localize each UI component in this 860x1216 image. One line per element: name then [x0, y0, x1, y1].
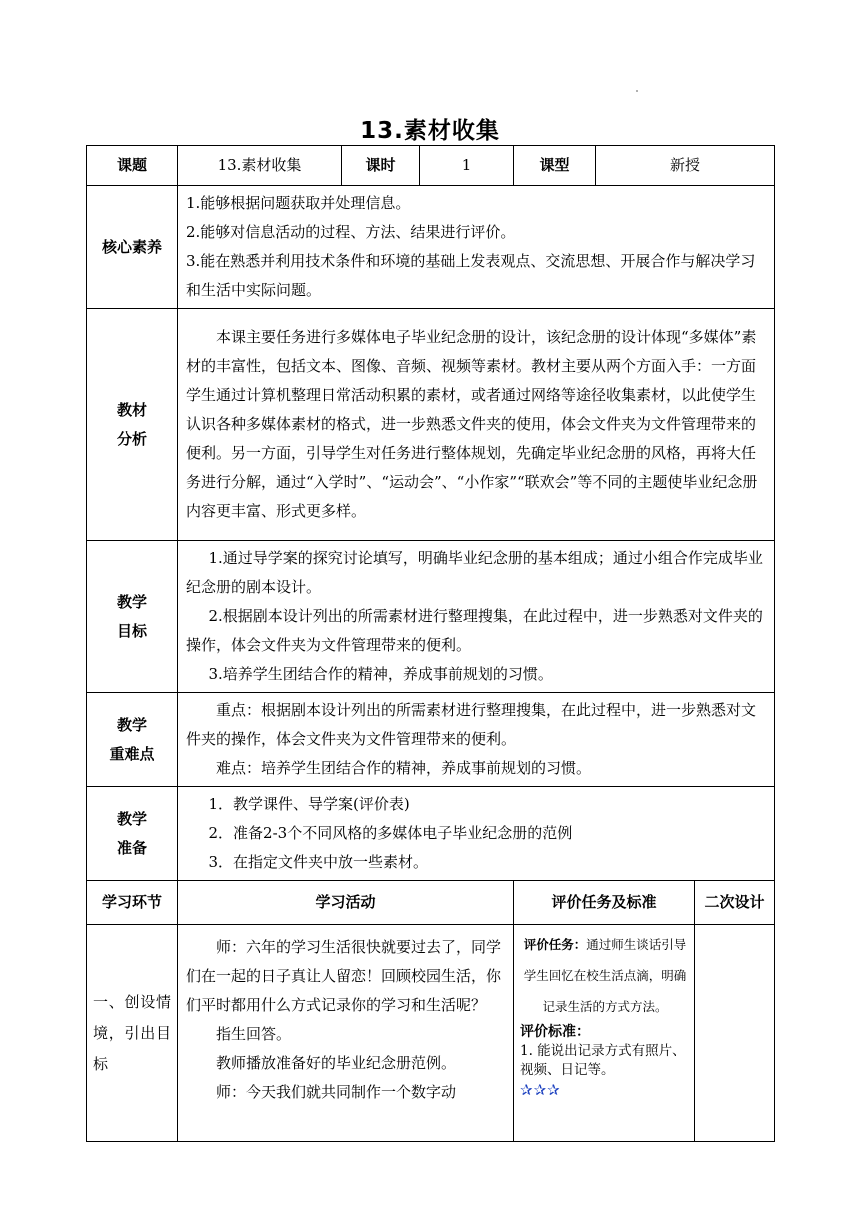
evaluation-header: 评价任务及标准 [514, 881, 695, 925]
teaching-goals-label: 教学 目标 [87, 541, 178, 693]
stage-1-activity-2: 指生回答。 [216, 1025, 292, 1043]
stage-1-redesign [695, 925, 775, 1142]
hours-value: 1 [420, 146, 514, 186]
teaching-goals-content [178, 541, 775, 693]
material-analysis-row [87, 309, 775, 541]
stage-1-activities [178, 925, 514, 1142]
lesson-plan-table [86, 145, 775, 1142]
process-header-row [87, 881, 775, 925]
preparation-content [178, 787, 775, 881]
star-rating: ✰✰✰ [520, 1081, 561, 1099]
eval-task-label: 评价任务： [523, 937, 587, 952]
topic-label: 课题 [87, 146, 178, 186]
eval-std-label: 评价标准： [520, 1024, 590, 1040]
material-analysis-content [178, 309, 775, 541]
key-point-text: 重点：根据剧本设计列出的所需素材进行整理搜集，在此过程中，进一步熟悉对文件夹的操作，体会文件夹为文件管理带来的便利。 [186, 701, 757, 748]
difficult-point-text: 难点：培养学生团结合作的精神，养成事前规划的习惯。 [216, 759, 592, 777]
core-literacy-line-3: 3.能在熟悉并利用技术条件和环境的基础上发表观点、交流思想、开展合作与解决学习和生活中实际问题。 [186, 252, 756, 299]
preparation-label: 教学 准备 [87, 787, 178, 881]
core-literacy-row [87, 186, 775, 309]
preparation-item-2: 2．准备2-3个不同风格的多媒体电子毕业纪念册的范例 [208, 824, 573, 842]
stage-header: 学习环节 [87, 881, 178, 925]
type-label: 课型 [514, 146, 596, 186]
eval-std-text: 1. 能说出记录方式有照片、视频、日记等。 [520, 1043, 686, 1078]
teaching-goal-3: 3.培养学生团结合作的精神，养成事前规划的习惯。 [208, 665, 553, 683]
material-analysis-label: 教材 分析 [87, 309, 178, 541]
key-points-row [87, 693, 775, 787]
teaching-goals-row [87, 541, 775, 693]
stage-1-activity-4: 师：今天我们就共同制作一个数字动 [216, 1083, 457, 1101]
hours-label: 课时 [342, 146, 420, 186]
core-literacy-label: 核心素养 [87, 186, 178, 309]
core-literacy-line-2: 2.能够对信息活动的过程、方法、结果进行评价。 [186, 223, 516, 241]
eval-task-text: 通过师生谈话引导学生回忆在校生活点滴，明确记录生活的方式方法。 [523, 937, 687, 1014]
key-points-label: 教学 重难点 [87, 693, 178, 787]
type-value: 新授 [596, 146, 775, 186]
core-literacy-line-1: 1.能够根据问题获取并处理信息。 [186, 194, 411, 212]
page-title: 13.素材收集 [360, 118, 500, 144]
stage-1-row [87, 925, 775, 1142]
stage-1-evaluation [514, 925, 695, 1142]
header-row [87, 146, 775, 186]
teaching-goal-1: 1.通过导学案的探究讨论填写，明确毕业纪念册的基本组成；通过小组合作完成毕业纪念册的剧本设计。 [186, 549, 763, 596]
activity-header: 学习活动 [178, 881, 514, 925]
material-analysis-text: 本课主要任务进行多媒体电子毕业纪念册的设计，该纪念册的设计体现“多媒体”素材的丰富性，包括文本、图像、音频、视频等素材。教材主要从两个方面入手：一方面学生通过计算机整理日常活动积累的素材，或者通过网络等途径收集素材，以此使学生认识各种多媒体素材的格式，进一步熟悉文件夹的使用，体会文件夹为文件管理带来的便利。另一方面，引导学生对任务进行整体规划，先确定毕业纪念册的风格，再将大任务进行分解，通过“入学时”、“运动会”、“小作家”“联欢会”等不同的主题使毕业纪念册内容更丰富、形式更多样。 [186, 328, 758, 520]
redesign-header: 二次设计 [695, 881, 775, 925]
topic-value: 13.素材收集 [178, 146, 342, 186]
decorative-dot [636, 90, 638, 92]
teaching-goal-2: 2.根据剧本设计列出的所需素材进行整理搜集，在此过程中，进一步熟悉对文件夹的操作，体会文件夹为文件管理带来的便利。 [186, 607, 763, 654]
core-literacy-content [178, 186, 775, 309]
stage-1-name: 一、创设情境，引出目标 [87, 925, 178, 1142]
preparation-item-1: 1．教学课件、导学案(评价表) [208, 795, 410, 813]
preparation-item-3: 3．在指定文件夹中放一些素材。 [208, 853, 429, 871]
preparation-row [87, 787, 775, 881]
key-points-content [178, 693, 775, 787]
stage-1-activity-1: 师：六年的学习生活很快就要过去了，同学们在一起的日子真让人留恋！回顾校园生活，你们平时都用什么方式记录你的学习和生活呢？ [186, 938, 502, 1014]
stage-1-activity-3: 教师播放准备好的毕业纪念册范例。 [216, 1054, 457, 1072]
